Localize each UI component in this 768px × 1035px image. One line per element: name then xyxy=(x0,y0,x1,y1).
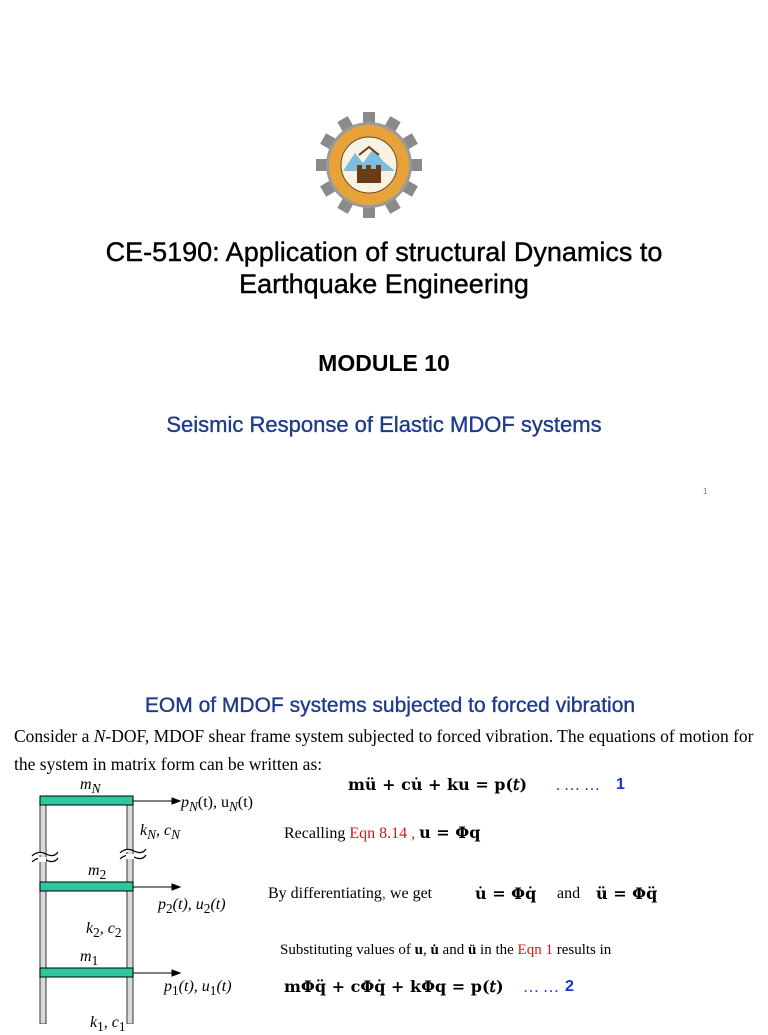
load-label-1: $p_1(t)$, $u_1(t)$ xyxy=(164,978,232,999)
equation-2-number: 2 xyxy=(565,978,574,995)
equation-1-dots: . … … xyxy=(556,777,600,794)
and-word: and xyxy=(557,885,581,902)
substitution-line: Substituting values of u, u̇ and ü in the Eqn 1 results in xyxy=(280,942,612,958)
intro-paragraph: Consider a N-DOF, MDOF shear frame system subjected to forced vibration. The equations of motion for the system in matrix form can be written as: xyxy=(14,726,754,774)
equation-2: mΦq̈ + cΦq̇ + kΦq = p(𝑡) xyxy=(284,977,504,996)
equation-1: mü + cu̇ + ku = p(𝑡) xyxy=(348,775,528,794)
shear-frame-diagram xyxy=(28,776,278,1035)
equation-2-dots: … … xyxy=(523,979,559,996)
module-label: MODULE 10 xyxy=(318,350,450,376)
mass-label-1: $m_1$ xyxy=(80,948,99,969)
stiffness-label-1: $k_1$, $c_1$ xyxy=(90,1014,126,1035)
recall-line: Recalling Eqn 8.14 , u = Φq xyxy=(284,823,481,842)
mass-label-n: $m_N$ xyxy=(80,776,101,797)
velocity-equation: u̇ = Φq̇ xyxy=(475,884,537,903)
course-title xyxy=(0,236,768,300)
stiffness-label-n: $k_N$, $c_N$ xyxy=(140,822,180,843)
slide-title: EOM of MDOF systems subjected to forced vibration xyxy=(144,694,636,717)
equation-1-number: 1 xyxy=(616,776,625,793)
acceleration-equation: ü = Φq̈ xyxy=(596,884,658,903)
course-title-line-1: CE-5190: Application of structural Dynamics to xyxy=(105,237,663,267)
differentiation-line: By differentiating, we get xyxy=(268,885,433,902)
load-label-n: $p_N(t)$, $u_N(t)$ xyxy=(181,794,253,815)
page-number: 1 xyxy=(703,487,708,496)
stiffness-label-2: $k_2$, $c_2$ xyxy=(86,920,122,941)
mass-label-2: $m_2$ xyxy=(88,862,107,883)
load-label-2: $p_2(t)$, $u_2(t)$ xyxy=(158,896,226,917)
module-subtitle: Seismic Response of Elastic MDOF systems xyxy=(166,412,602,437)
course-title-line-2: Earthquake Engineering xyxy=(239,269,529,299)
university-logo xyxy=(316,112,422,218)
